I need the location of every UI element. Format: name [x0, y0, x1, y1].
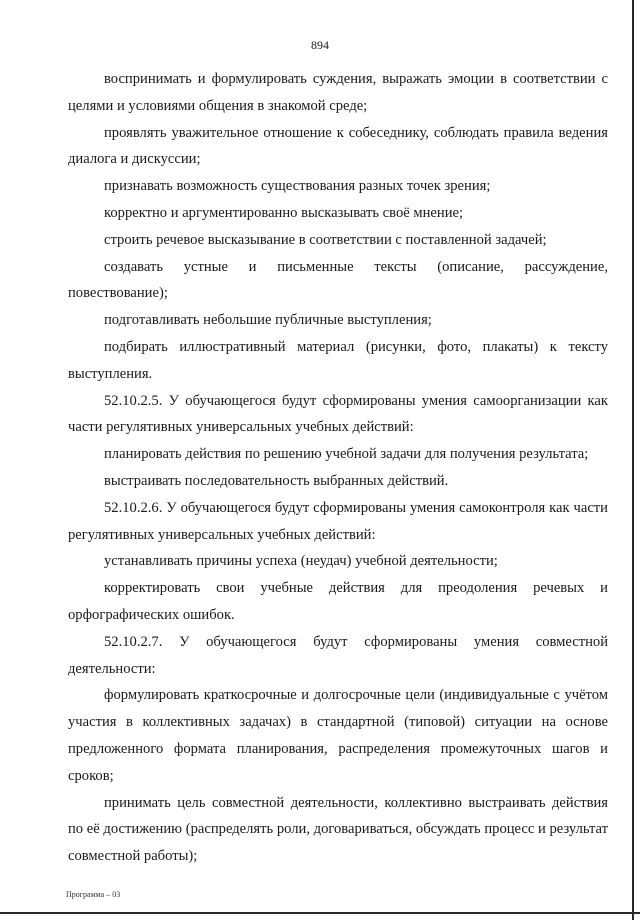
paragraph: проявлять уважительное отношение к собеседнику, соблюдать правила ведения диалога и дискуссии;	[68, 124, 608, 168]
paragraph: выстраивать последовательность выбранных действий.	[104, 472, 449, 489]
paragraph: подбирать иллюстративный материал (рисунки, фото, плакаты) к тексту выступления.	[68, 338, 608, 382]
paragraph: подготавливать небольшие публичные выступления;	[104, 312, 432, 329]
paragraph: воспринимать и формулировать суждения, выражать эмоции в соответствии с целями и условиями общения в знакомой среде;	[68, 71, 608, 114]
scan-edge-bottom	[0, 912, 640, 914]
paragraph: корректно и аргументированно высказывать своё мнение;	[104, 204, 464, 221]
paragraph: планировать действия по решению учебной задачи для получения результата;	[104, 446, 589, 463]
paragraph: признавать возможность существования разных точек зрения;	[104, 178, 491, 195]
page-number: 894	[311, 38, 329, 52]
paragraph: корректировать свои учебные действия для преодоления речевых и орфографических ошибок.	[68, 580, 608, 623]
page-footer: Программа – 03	[66, 890, 121, 899]
section-heading-paragraph: 52.10.2.6. У обучающегося будут сформированы умения самоконтроля как части регулятивных универсальных учебных действий:	[68, 499, 608, 543]
section-heading-paragraph: 52.10.2.5. У обучающегося будут сформированы умения самоорганизации как части регулятивных универсальных учебных действий:	[68, 392, 608, 436]
paragraph: строить речевое высказывание в соответствии с поставленной задачей;	[104, 231, 547, 248]
paragraph: создавать устные и письменные тексты (описание, рассуждение, повествование);	[68, 258, 608, 302]
paragraph: формулировать краткосрочные и долгосрочные цели (индивидуальные с учётом участия в коллективных задачах) в стандартной (типовой) ситуации на основе предложенного формата планирования, распределения промежуточных шагов и сроков;	[68, 687, 608, 784]
scan-edge-right	[632, 0, 634, 920]
paragraph: устанавливать причины успеха (неудач) учебной деятельности;	[104, 553, 498, 570]
document-body	[68, 66, 608, 870]
section-heading-paragraph: 52.10.2.7. У обучающегося будут сформированы умения совместной деятельности:	[68, 633, 608, 677]
paragraph: принимать цель совместной деятельности, коллективно выстраивать действия по её достижению (распределять роли, договариваться, обсуждать процесс и результат совместной работы);	[68, 794, 608, 865]
